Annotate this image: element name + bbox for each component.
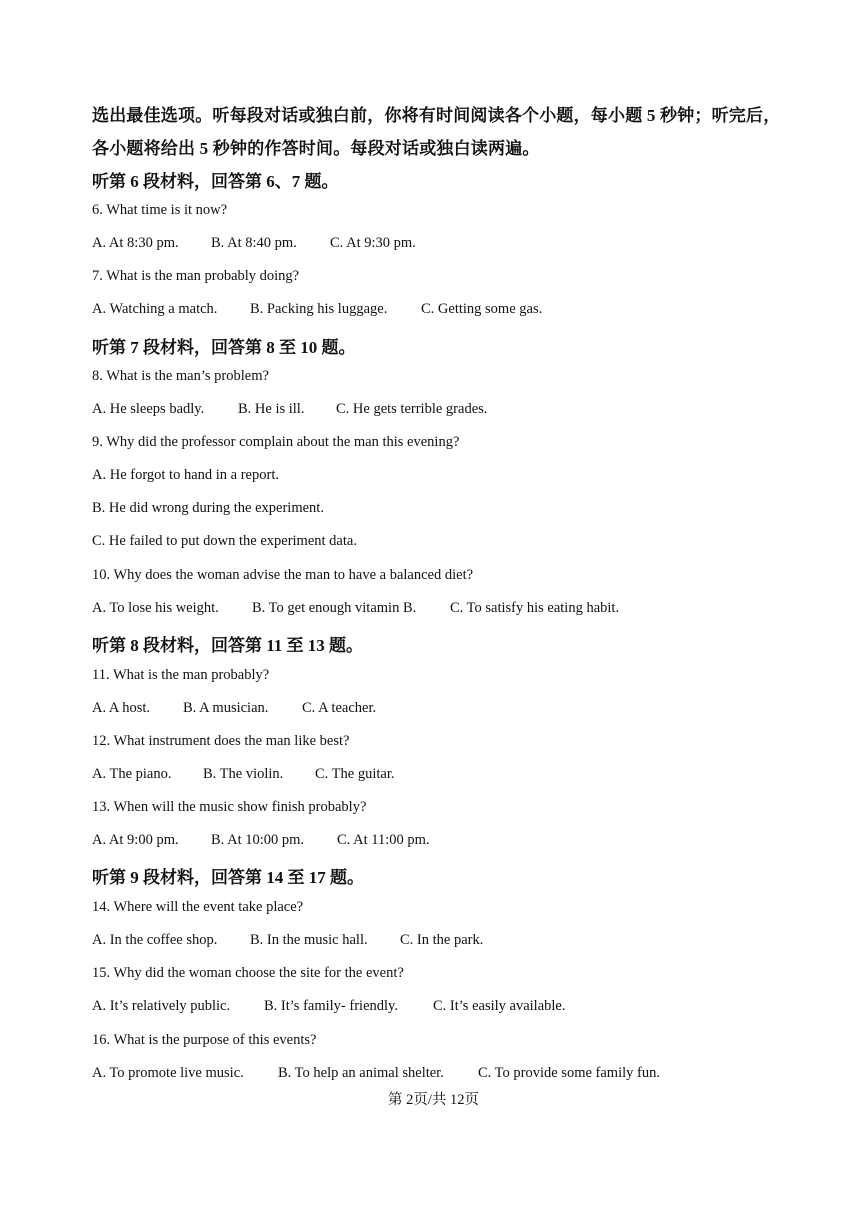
options-row <box>92 1065 660 1082</box>
question: 16. What is the purpose of this events? <box>92 1032 317 1048</box>
option-b: B. The violin. <box>203 766 284 782</box>
option-b: B. Packing his luggage. <box>250 301 388 317</box>
question: 7. What is the man probably doing? <box>92 268 300 284</box>
option-b: B. He is ill. <box>238 401 305 417</box>
option-c: C. A teacher. <box>302 700 377 716</box>
section-heading: 听第 8 段材料，回答第 11 至 13 题。 <box>92 636 364 655</box>
option-b: B. At 10:00 pm. <box>211 832 305 848</box>
option-c: C. To satisfy his eating habit. <box>450 600 620 616</box>
option-a: A. To promote live music. <box>92 1065 244 1081</box>
question: 15. Why did the woman choose the site for the event? <box>92 965 404 981</box>
option-a: A. To lose his weight. <box>92 600 219 616</box>
section-heading: 听第 9 段材料，回答第 14 至 17 题。 <box>92 868 364 887</box>
option-a: A. The piano. <box>92 766 172 782</box>
option-c: C. The guitar. <box>315 766 395 782</box>
option-b: B. In the music hall. <box>250 932 368 948</box>
option-c: C. He gets terrible grades. <box>336 401 488 417</box>
options-row <box>92 998 565 1015</box>
option-a: A. At 9:00 pm. <box>92 832 179 848</box>
options-row <box>92 932 483 949</box>
option-b: B. To help an animal shelter. <box>278 1065 444 1081</box>
option-a: A. It’s relatively public. <box>92 998 231 1014</box>
option-b: B. A musician. <box>183 700 269 716</box>
option-c: C. He failed to put down the experiment data. <box>92 533 357 549</box>
question: 10. Why does the woman advise the man to have a balanced diet? <box>92 567 474 583</box>
question: 6. What time is it now? <box>92 202 228 218</box>
question: 12. What instrument does the man like best? <box>92 733 350 749</box>
question: 13. When will the music show finish probably? <box>92 799 367 815</box>
option-c: C. It’s easily available. <box>433 998 566 1014</box>
options-row <box>92 700 376 717</box>
options-row <box>92 235 416 252</box>
option-b: B. At 8:40 pm. <box>211 235 297 251</box>
section-heading: 听第 7 段材料，回答第 8 至 10 题。 <box>92 338 356 357</box>
option-b: B. He did wrong during the experiment. <box>92 500 324 516</box>
option-a: A. In the coffee shop. <box>92 932 218 948</box>
option-a: A. He sleeps badly. <box>92 401 205 417</box>
question: 8. What is the man’s problem? <box>92 368 269 384</box>
question: 14. Where will the event take place? <box>92 899 304 915</box>
option-b: B. To get enough vitamin B. <box>252 600 417 616</box>
options-row <box>92 600 619 617</box>
option-a: A. Watching a match. <box>92 301 218 317</box>
option-a: A. He forgot to hand in a report. <box>92 467 279 483</box>
options-row <box>92 301 542 318</box>
options-row <box>92 832 430 849</box>
intro-line-1: 选出最佳选项。听每段对话或独白前，你将有时间阅读各个小题，每小题 5 秒钟；听完后， <box>92 106 781 125</box>
options-row <box>92 401 487 418</box>
option-c: C. To provide some family fun. <box>478 1065 660 1081</box>
page-number: 第 2页/共 12页 <box>387 1092 480 1108</box>
option-c: C. Getting some gas. <box>421 301 543 317</box>
option-b: B. It’s family- friendly. <box>264 998 398 1014</box>
option-a: A. A host. <box>92 700 151 716</box>
section-heading: 听第 6 段材料，回答第 6、7 题。 <box>92 172 339 191</box>
options-row <box>92 766 394 783</box>
option-a: A. At 8:30 pm. <box>92 235 179 251</box>
question: 9. Why did the professor complain about the man this evening? <box>92 434 460 450</box>
option-c: C. At 9:30 pm. <box>330 235 416 251</box>
option-c: C. In the park. <box>400 932 484 948</box>
question: 11. What is the man probably? <box>92 667 270 683</box>
option-c: C. At 11:00 pm. <box>337 832 430 848</box>
intro-line-2: 各小题将给出 5 秒钟的作答时间。每段对话或独白读两遍。 <box>92 139 540 158</box>
